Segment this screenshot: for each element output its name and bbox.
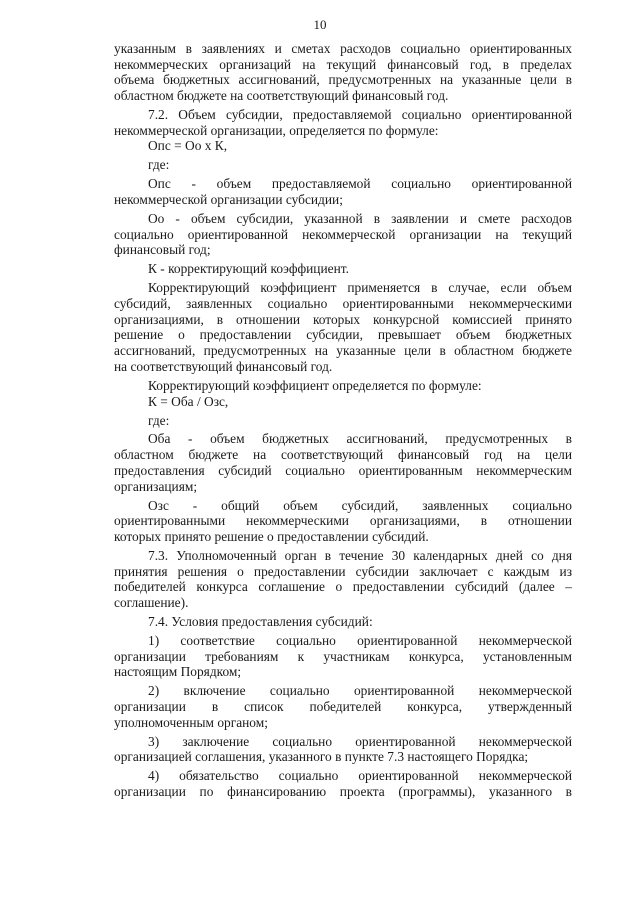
text-line: победителей конкурса соглашение о предоставлении субсидий (далее – <box>114 579 572 595</box>
text-line: настоящим Порядком; <box>114 664 242 680</box>
text-line: Опс - объем предоставляемой социально ориентированной <box>148 176 572 192</box>
text-line: организации требованиям к участникам конкурса, установленным <box>114 648 572 664</box>
text-line: решение о предоставлении субсидии, превышает объем бюджетных <box>114 327 572 343</box>
text-line: субсидий, заявленных социально ориентированными некоммерческими <box>114 296 572 312</box>
text-line: ориентированными некоммерческими организациями, в отношении <box>114 513 572 529</box>
formula-line: Опс = Оо х К, <box>148 138 228 154</box>
list-item-line: 3) заключение социально ориентированной некоммерческой <box>148 733 572 749</box>
text-line: К - корректирующий коэффициент. <box>148 261 349 277</box>
text-line: соглашение). <box>114 594 189 610</box>
text-line: финансовый год; <box>114 242 211 258</box>
text-line: ассигнований, предусмотренных на указанные цели в областном бюджете <box>114 343 572 359</box>
text-line: некоммерческих организаций на текущий финансовый год, в пределах <box>114 56 572 72</box>
text-line: областном бюджете на соответствующий финансовый год. <box>114 88 449 104</box>
list-item-line: 1) соответствие социально ориентированной некоммерческой <box>148 632 572 648</box>
text-line: указанным в заявлениях и сметах расходов социально ориентированных <box>114 41 572 56</box>
formula-line: К = Оба / Озс, <box>148 393 229 409</box>
text-line: организациям; <box>114 478 198 494</box>
text-line: Корректирующий коэффициент применяется в случае, если объем <box>148 280 572 296</box>
text-line: 7.4. Условия предоставления субсидий: <box>148 613 373 629</box>
text-line: организации по финансированию проекта (программы), указанного в <box>114 784 572 799</box>
text-line: объема бюджетных ассигнований, предусмотренных на указанные цели в <box>114 72 572 88</box>
list-item-line: 4) обязательство социально ориентированной некоммерческой <box>148 768 572 784</box>
text-line: некоммерческой организации, определяется по формуле: <box>114 122 439 138</box>
text-line: организации в список победителей конкурса, утвержденный <box>114 698 572 714</box>
text-line: на соответствующий финансовый год. <box>114 358 333 374</box>
text-line: Корректирующий коэффициент определяется по формуле: <box>148 377 482 393</box>
text-line: принятия решения о предоставлении субсидии заключает с каждым из <box>114 563 572 579</box>
text-line: организацией соглашения, указанного в пункте 7.3 настоящего Порядка; <box>114 749 529 765</box>
text-line: некоммерческой организации субсидии; <box>114 192 343 208</box>
text-line: областном бюджете на соответствующий финансовый год на цели <box>114 447 572 463</box>
list-item-line: 2) включение социально ориентированной некоммерческой <box>148 683 572 699</box>
text-line: где: <box>148 157 170 173</box>
text-line: социально ориентированной некоммерческой организации на текущий <box>114 226 572 242</box>
text-line: Озс - общий объем субсидий, заявленных социально <box>148 497 572 513</box>
text-line: Оба - объем бюджетных ассигнований, предусмотренных в <box>148 431 572 447</box>
text-line: которых принято решение о предоставлении субсидий. <box>114 528 429 544</box>
page-number: 10 <box>313 17 327 32</box>
document-body <box>114 41 572 800</box>
text-line: организациями, в отношении которых конкурсной комиссией принято <box>114 311 572 327</box>
text-line: 7.2. Объем субсидии, предоставляемой социально ориентированной <box>148 107 572 123</box>
text-line: где: <box>148 412 170 428</box>
text-line: предоставления субсидий социально ориентированным некоммерческим <box>114 462 572 478</box>
text-line: уполномоченным органом; <box>114 714 268 730</box>
text-line: Оо - объем субсидии, указанной в заявлении и смете расходов <box>148 211 572 227</box>
text-line: 7.3. Уполномоченный орган в течение 30 календарных дней со дня <box>148 547 572 563</box>
